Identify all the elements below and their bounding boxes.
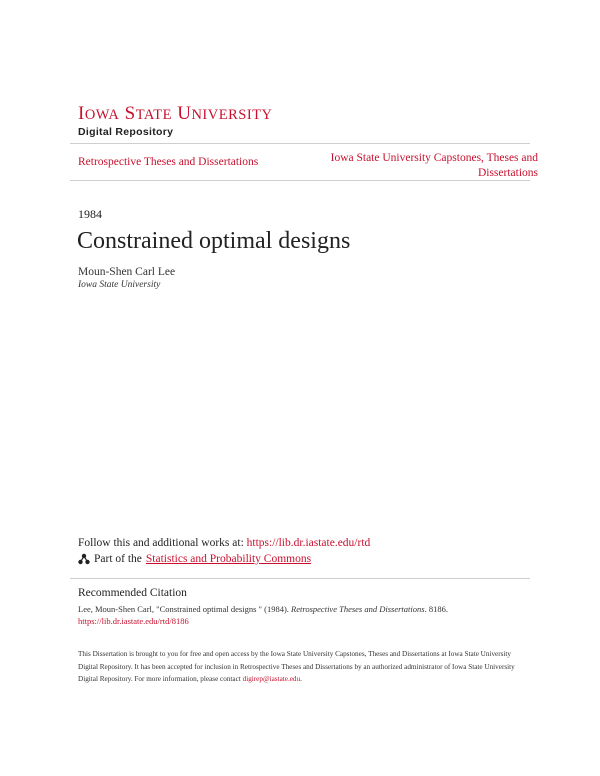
divider-middle: [70, 180, 530, 181]
document-title: Constrained optimal designs: [77, 228, 351, 254]
citation-series: Retrospective Theses and Dissertations: [291, 604, 425, 614]
citation-url[interactable]: https://lib.dr.iastate.edu/rtd/8186: [78, 616, 189, 626]
access-notice: [78, 648, 528, 686]
logo-subtitle: Digital Repository: [78, 126, 174, 138]
divider-top: [70, 143, 530, 144]
notice-end: .: [300, 675, 302, 683]
network-icon: [78, 553, 90, 565]
follow-line: [78, 537, 370, 549]
commons-link[interactable]: Statistics and Probability Commons: [145, 553, 312, 565]
citation-text: [78, 604, 448, 614]
logo-title: IOWA STATE UNIVERSITY: [78, 103, 273, 124]
recommended-citation-heading: Recommended Citation: [78, 587, 187, 599]
notice-text: This Dissertation is brought to you for free and open access by the Iowa State University Capstones, Theses and Dissertations at Iowa State University Digital Repository. It has been accepted for inclusion in Retrospective Theses and Dissertations by an authorized administrator of Iowa State University Digital Repository. For more information, please contact: [78, 650, 515, 683]
divider-bottom: [70, 578, 530, 579]
part-of-text: Part of the: [94, 553, 142, 565]
follow-text: Follow this and additional works at:: [78, 537, 244, 549]
part-of-line: [78, 553, 311, 565]
citation-prefix: Lee, Moun-Shen Carl, "Constrained optimal designs " (1984).: [78, 604, 289, 614]
publication-year: 1984: [78, 207, 102, 221]
collection-link[interactable]: Iowa State University Capstones, Theses and Dissertations: [330, 152, 538, 179]
author-affiliation: Iowa State University: [78, 280, 161, 290]
citation-suffix: . 8186.: [424, 604, 448, 614]
follow-link[interactable]: https://lib.dr.iastate.edu/rtd: [246, 537, 371, 549]
contact-email-link[interactable]: digirep@iastate.edu: [242, 675, 301, 683]
author-name: Moun-Shen Carl Lee: [78, 266, 176, 278]
series-link[interactable]: Retrospective Theses and Dissertations: [78, 156, 259, 168]
university-logo[interactable]: [78, 104, 272, 138]
